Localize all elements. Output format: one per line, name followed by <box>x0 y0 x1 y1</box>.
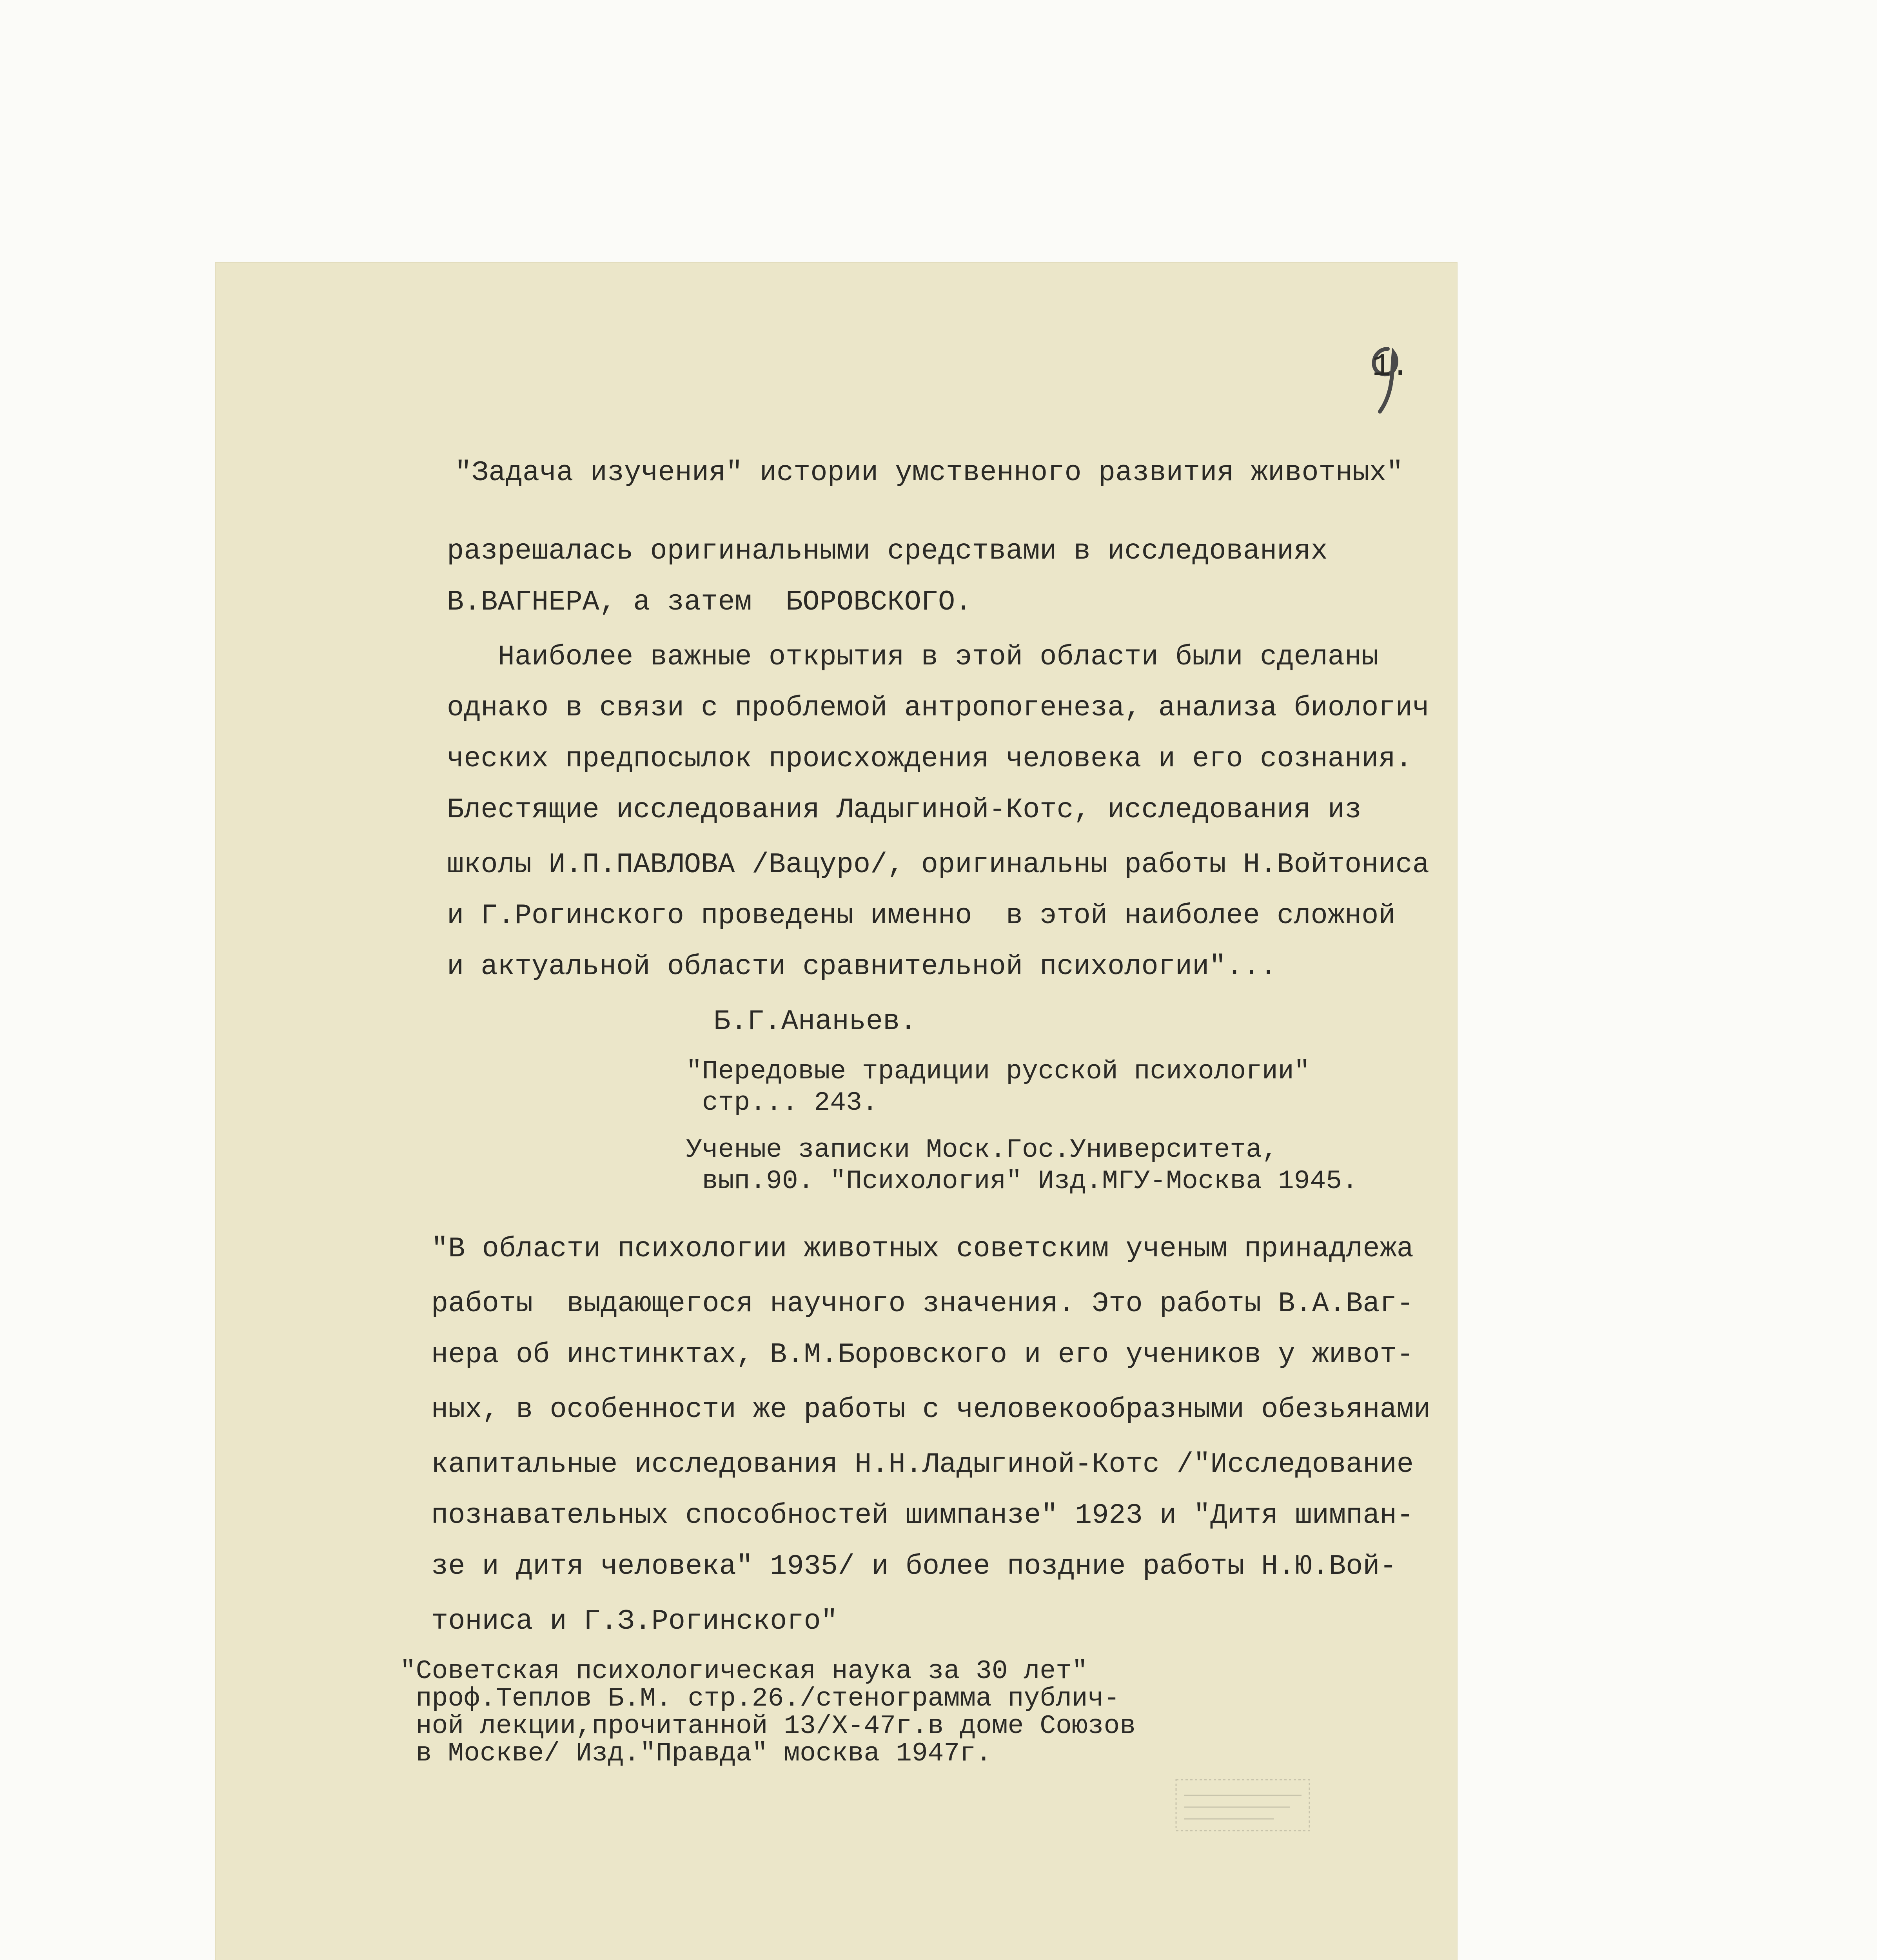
text-line: В.ВАГНЕРА, а затем БОРОВСКОГО. <box>447 586 972 618</box>
text-line: познавательных способностей шимпанзе" 1923 и "Дитя шимпан- <box>431 1499 1414 1532</box>
text-line: работы выдающегося научного значения. Это работы В.А.Ваг- <box>431 1288 1414 1320</box>
source-line: ной лекции,прочитанной 13/Х-47г.в доме Союзов <box>400 1711 1136 1741</box>
text-line: школы И.П.ПАВЛОВА /Вацуро/, оригинальны работы Н.Войтониса <box>447 849 1430 881</box>
source-line: проф.Теплов Б.М. стр.26./стенограмма публич- <box>400 1684 1120 1714</box>
text-line: ных, в особенности же работы с человекообразными обезьянами <box>431 1394 1431 1426</box>
text-line: ческих предпосылок происхождения человека и его сознания. <box>447 743 1412 775</box>
text-line: тониса и Г.З.Рогинского" <box>431 1605 838 1637</box>
source-line: "Передовые традиции русской психологии" <box>686 1056 1310 1087</box>
source-line: в Москве/ Изд."Правда" москва 1947г. <box>400 1739 992 1769</box>
text-line: зе и дитя человека" 1935/ и более поздние работы Н.Ю.Вой- <box>431 1550 1397 1583</box>
page-number: 1. <box>1372 349 1410 385</box>
text-line: Блестящие исследования Ладыгиной-Котс, исследования из <box>447 794 1362 826</box>
source-line: вып.90. "Психология" Изд.МГУ-Москва 1945. <box>686 1166 1358 1196</box>
text-line: капитальные исследования Н.Н.Ладыгиной-Котс /"Исследование <box>431 1448 1414 1481</box>
source-line: "Советская психологическая наука за 30 лет" <box>400 1656 1088 1686</box>
faded-stamp-icon <box>1172 1776 1313 1835</box>
source-line: Ученые записки Моск.Гос.Университета, <box>686 1135 1278 1165</box>
text-line: "В области психологии животных советским ученым принадлежа <box>431 1233 1414 1265</box>
text-line: Наиболее важные открытия в этой области были сделаны <box>447 641 1379 673</box>
text-line: "Задача изучения" истории умственного развития животных" <box>455 457 1403 489</box>
text-line: разрешалась оригинальными средствами в исследованиях <box>447 535 1328 567</box>
text-line: и Г.Рогинского проведены именно в этой наиболее сложной <box>447 900 1396 932</box>
text-line: нера об инстинктах, В.М.Боровского и его учеников у живот- <box>431 1339 1414 1371</box>
source-line: стр... 243. <box>686 1088 878 1118</box>
text-line: однако в связи с проблемой антропогенеза, анализа биологич <box>447 692 1430 724</box>
quote-author: Б.Г.Ананьев. <box>713 1005 917 1038</box>
text-line: и актуальной области сравнительной психологии"... <box>447 951 1277 983</box>
